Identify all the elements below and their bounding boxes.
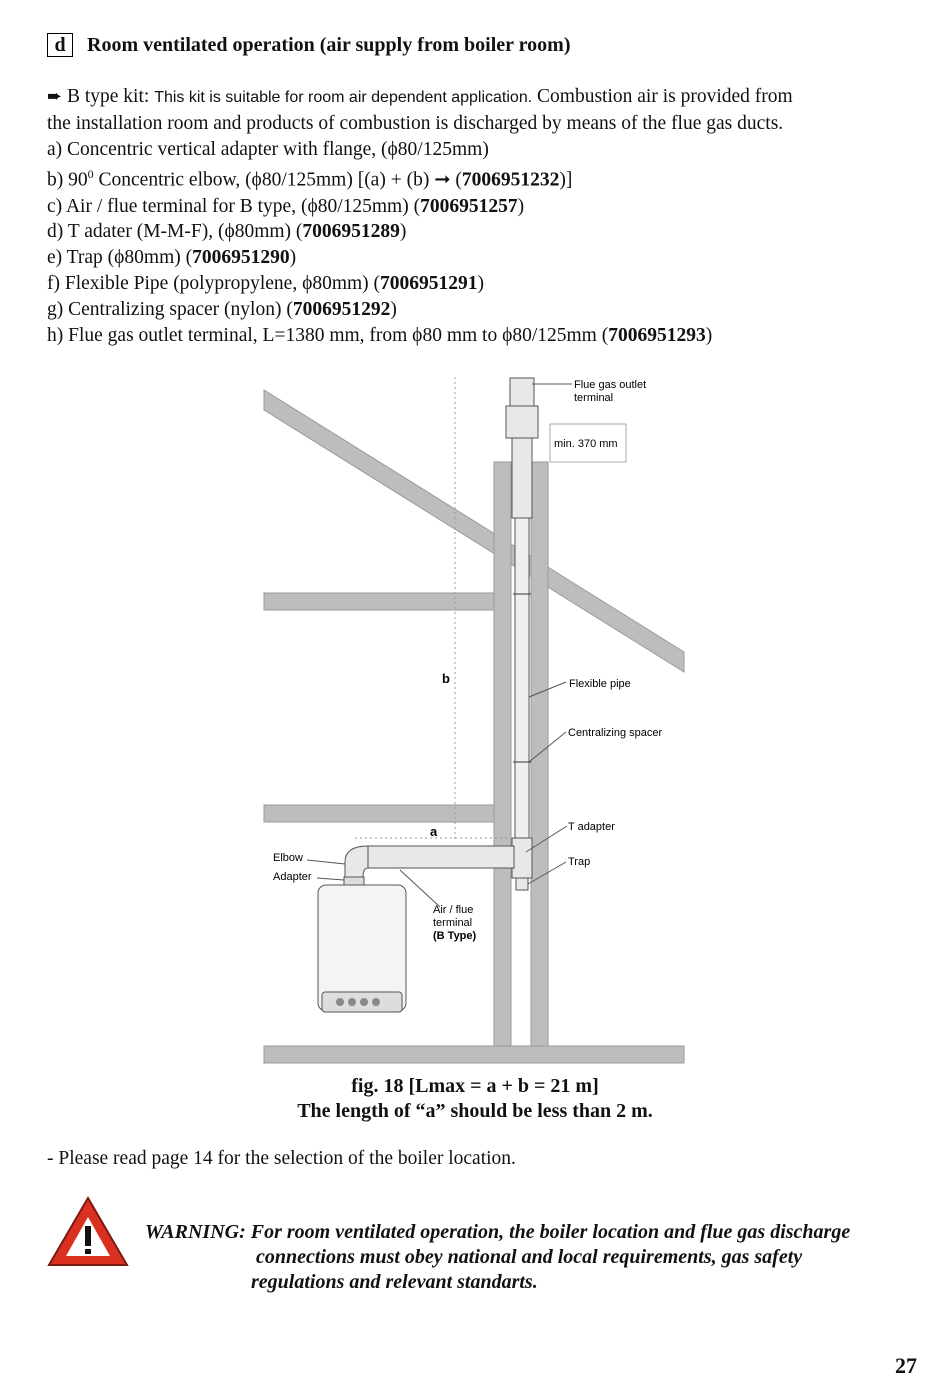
upper-ceiling (264, 593, 494, 610)
intro-rest: Combustion air is provided from (532, 86, 793, 107)
item-d-code: 7006951289 (302, 221, 400, 243)
item-e-code: 7006951290 (192, 247, 290, 269)
chimney-wall-left (494, 462, 511, 1046)
item-d-text: d) T adater (M-M-F), (ϕ80mm) ( (47, 221, 303, 243)
caption-line-2: The length of “a” should be less than 2 m. (297, 1100, 653, 1122)
intro-small: This kit is suitable for room air dependent application. (154, 89, 533, 106)
label-adapter: Adapter (273, 871, 312, 883)
boiler-knob-1 (336, 998, 344, 1006)
item-b-sup: 0 (87, 167, 94, 182)
installation-figure (260, 372, 690, 1067)
item-b (47, 162, 917, 193)
item-e-suffix: ) (289, 247, 297, 269)
arrow-right-icon: ➨ (47, 86, 63, 106)
roof-beam (264, 390, 684, 672)
flexible-pipe (515, 518, 529, 838)
item-b-text2: Concentric elbow, (ϕ80/125mm) [(a) + (b) ➞ ( (93, 169, 462, 191)
item-c-text: c) Air / flue terminal for B type, (ϕ80/125mm) ( (47, 195, 421, 217)
warning-line-3: regulations and relevant standarts. (251, 1271, 538, 1293)
outlet-terminal-top (510, 378, 534, 406)
outlet-terminal-lower (512, 438, 532, 518)
warning-text (145, 1220, 915, 1295)
boiler-knob-3 (360, 998, 368, 1006)
item-g-text: g) Centralizing spacer (nylon) ( (47, 298, 293, 320)
item-d-suffix: ) (399, 221, 407, 243)
boiler-knob-2 (348, 998, 356, 1006)
label-trap: Trap (568, 856, 591, 868)
warning-line-2: connections must obey national and local requirements, gas safety (256, 1246, 803, 1268)
boiler-knob-4 (372, 998, 380, 1006)
adapter-leader (317, 878, 344, 880)
item-f-code: 7006951291 (380, 273, 478, 295)
intro-line-2: the installation room and products of combustion is discharged by means of the flue gas ducts. (47, 112, 784, 134)
intro-line-1 (47, 84, 917, 111)
label-outlet-1: Flue gas outlet (574, 379, 647, 391)
label-b: b (442, 671, 450, 686)
caption-line-1: fig. 18 [Lmax = a + b = 21 m] (351, 1075, 599, 1097)
boiler-room-ceiling (264, 805, 494, 822)
floor-slab (264, 1046, 684, 1063)
item-b-suffix: )] (559, 169, 573, 191)
label-outlet-2: terminal (574, 392, 614, 404)
air-flue-terminal (368, 846, 514, 868)
label-airflue-1: Air / flue (433, 904, 474, 916)
vertical-adapter (344, 877, 364, 885)
item-f-suffix: ) (477, 273, 485, 295)
figure-caption (0, 1074, 950, 1124)
item-f-text: f) Flexible Pipe (polypropylene, ϕ80mm) ( (47, 273, 381, 295)
item-g (47, 297, 917, 323)
item-c (47, 194, 917, 220)
label-tadapter: T adapter (568, 821, 615, 833)
label-flexible: Flexible pipe (569, 678, 631, 690)
concentric-elbow (345, 846, 368, 877)
item-b-code: 7006951232 (461, 169, 560, 191)
warning-triangle-icon (46, 1195, 130, 1269)
item-h-text: h) Flue gas outlet terminal, L=1380 mm, from ϕ80 mm to ϕ80/125mm ( (47, 324, 609, 346)
boiler-location-note: - Please read page 14 for the selection of the boiler location. (47, 1148, 516, 1169)
page-number: 27 (895, 1353, 917, 1378)
item-h (47, 323, 917, 349)
label-elbow: Elbow (273, 852, 303, 864)
label-airflue-3: (B Type) (433, 930, 477, 942)
item-a (47, 137, 917, 163)
item-h-code: 7006951293 (608, 324, 706, 346)
body-text (47, 84, 917, 348)
installation-diagram (260, 372, 690, 1067)
trap (516, 878, 528, 890)
outlet-terminal-body (506, 406, 538, 438)
item-f (47, 271, 917, 297)
item-d (47, 219, 917, 245)
intro-lead: B type kit: (66, 86, 150, 107)
item-e-text: e) Trap (ϕ80mm) ( (47, 247, 193, 269)
item-g-suffix: ) (390, 298, 397, 320)
elbow-leader (307, 860, 345, 864)
item-c-code: 7006951257 (420, 195, 518, 217)
item-e (47, 245, 917, 271)
item-g-code: 7006951292 (292, 298, 391, 320)
label-airflue-2: terminal (433, 917, 473, 929)
item-c-suffix: ) (517, 195, 525, 217)
label-spacer: Centralizing spacer (568, 727, 663, 739)
warning-line-1: WARNING: For room ventilated operation, the boiler location and flue gas discharge (145, 1221, 851, 1243)
section-title: Room ventilated operation (air supply from boiler room) (87, 33, 571, 56)
item-h-suffix: ) (705, 324, 713, 346)
label-a: a (430, 824, 438, 839)
item-b-text: b) 90 (47, 169, 88, 191)
label-min: min. 370 mm (554, 438, 618, 450)
t-adapter (512, 838, 532, 878)
section-letter: d (47, 33, 73, 57)
section-heading (47, 33, 571, 57)
item-a-text: a) Concentric vertical adapter with flange, (ϕ80/125mm) (47, 138, 489, 160)
